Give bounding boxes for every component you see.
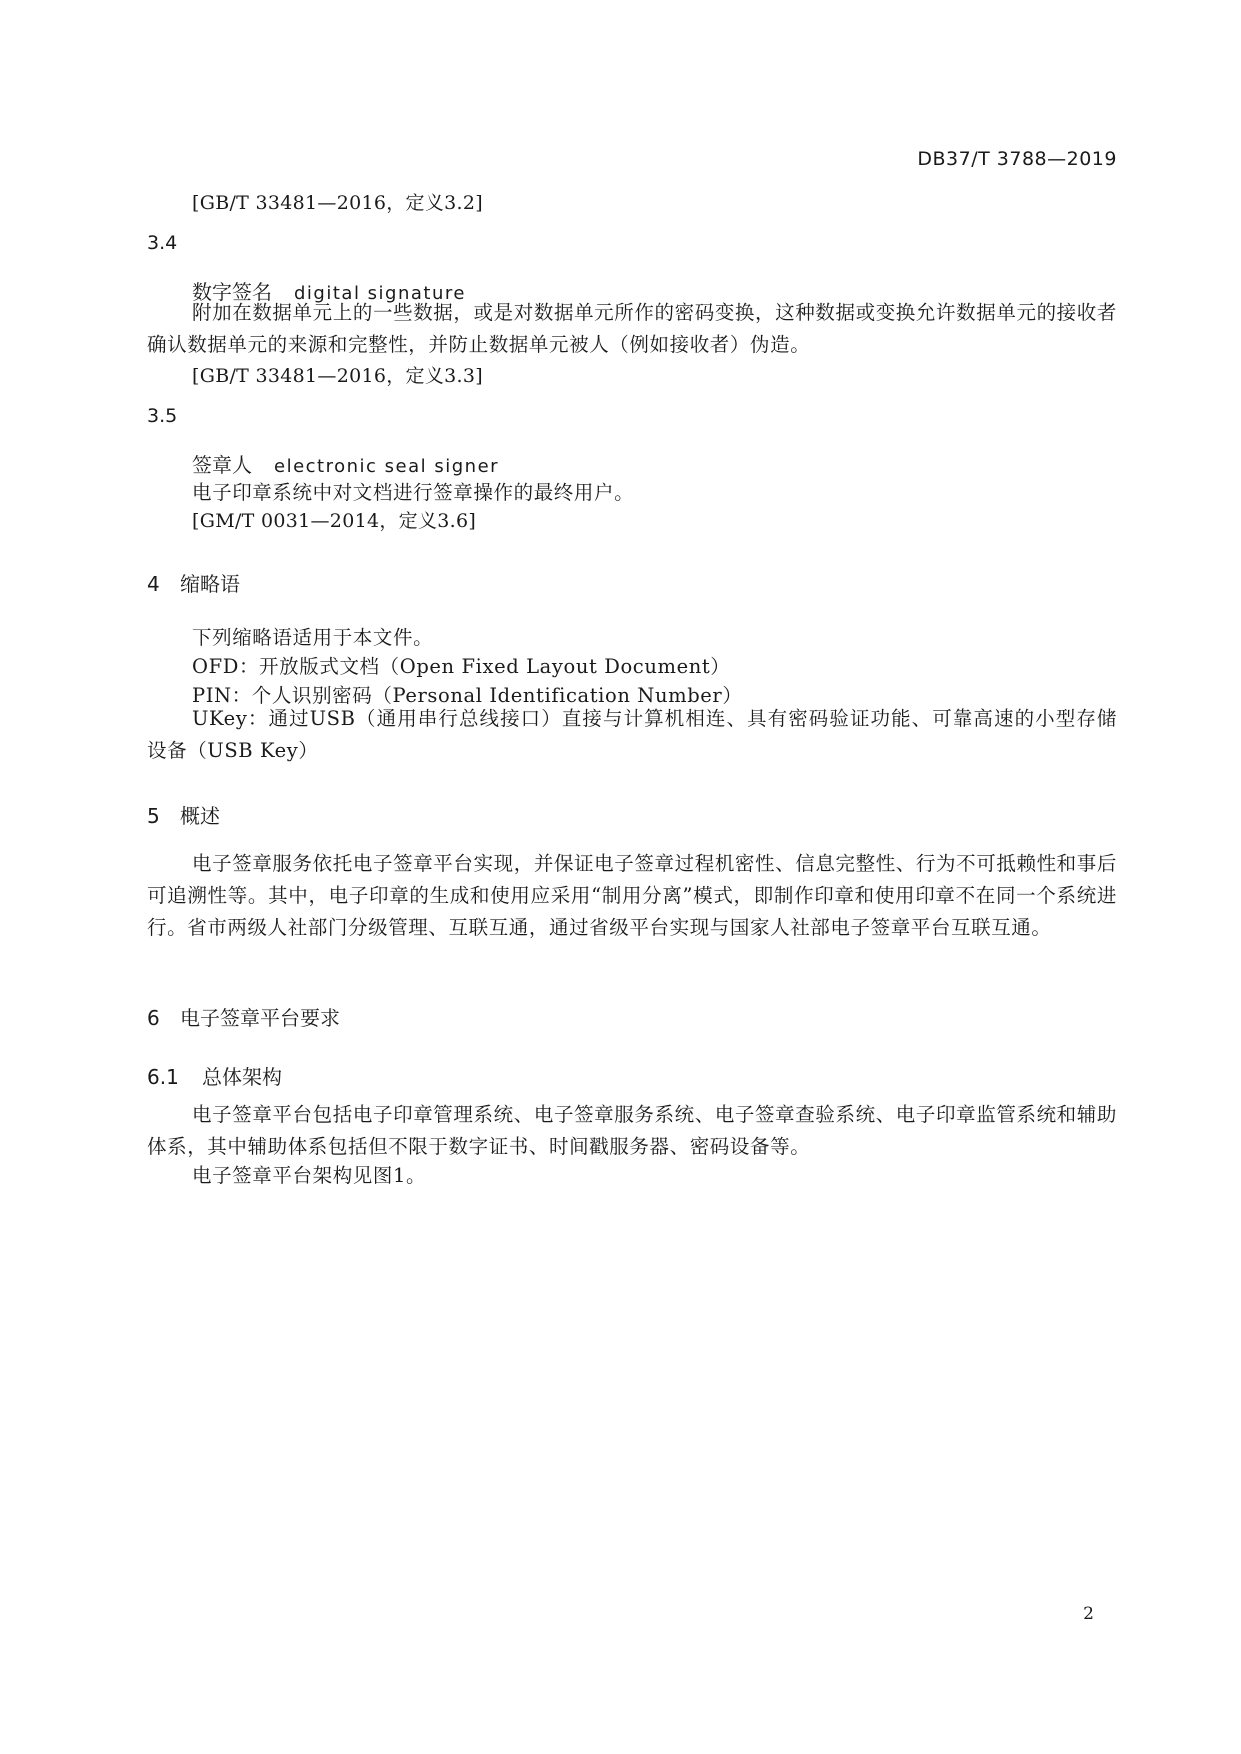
term-english: digital signature — [294, 283, 466, 304]
section-number: 5 — [147, 804, 160, 828]
page-number: 2 — [1083, 1604, 1094, 1624]
term-chinese: 签章人 — [192, 453, 252, 477]
standard-code-header: DB37/T 3788—2019 — [917, 148, 1117, 170]
term-chinese: 数字签名 — [192, 280, 272, 304]
clause-number: 3.5 — [147, 405, 178, 427]
abbreviation-item: OFD：开放版式文档（Open Fixed Layout Document） — [192, 655, 731, 678]
section-title: 概述 — [180, 804, 220, 828]
section-title: 电子签章平台要求 — [180, 1006, 340, 1030]
reference-citation: [GB/T 33481—2016，定义3.2] — [192, 192, 483, 214]
section-heading — [147, 1002, 340, 1031]
section-heading — [147, 568, 240, 597]
section-title: 缩略语 — [180, 572, 240, 596]
figure-reference: 电子签章平台架构见图1。 — [192, 1164, 427, 1187]
abbreviation-item: PIN：个人识别密码（Personal Identification Number） — [192, 684, 743, 707]
reference-citation: [GB/T 33481—2016，定义3.3] — [192, 365, 483, 387]
term-entry — [192, 449, 499, 478]
abbreviation-item: UKey：通过USB（通用串行总线接口）直接与计算机相连、具有密码验证功能、可靠高速的小型存储设备（USB Key） — [147, 707, 1117, 762]
subsection-title: 总体架构 — [202, 1065, 282, 1089]
term-english: electronic seal signer — [274, 456, 500, 477]
abbreviation-intro: 下列缩略语适用于本文件。 — [192, 626, 434, 649]
clause-number: 3.4 — [147, 232, 178, 254]
reference-citation: [GM/T 0031—2014，定义3.6] — [192, 510, 477, 532]
subsection-body: 电子签章平台包括电子印章管理系统、电子签章服务系统、电子签章查验系统、电子印章监管系统和辅助体系，其中辅助体系包括但不限于数字证书、时间戳服务器、密码设备等。 — [147, 1103, 1117, 1158]
section-heading — [147, 800, 220, 829]
subsection-heading — [147, 1061, 282, 1090]
section-number: 6 — [147, 1006, 160, 1030]
term-definition: 附加在数据单元上的一些数据，或是对数据单元所作的密码变换，这种数据或变换允许数据单元的接收者确认数据单元的来源和完整性，并防止数据单元被人（例如接收者）伪造。 — [147, 301, 1117, 356]
subsection-number: 6.1 — [147, 1065, 179, 1089]
section-body: 电子签章服务依托电子签章平台实现，并保证电子签章过程机密性、信息完整性、行为不可抵赖性和事后可追溯性等。其中，电子印章的生成和使用应采用“制用分离”模式，即制作印章和使用印章不在同一个系统进行。省市两级人社部门分级管理、互联互通，通过省级平台实现与国家人社部电子签章平台互联互通。 — [147, 852, 1117, 939]
section-number: 4 — [147, 572, 160, 596]
term-definition: 电子印章系统中对文档进行签章操作的最终用户。 — [192, 481, 635, 504]
